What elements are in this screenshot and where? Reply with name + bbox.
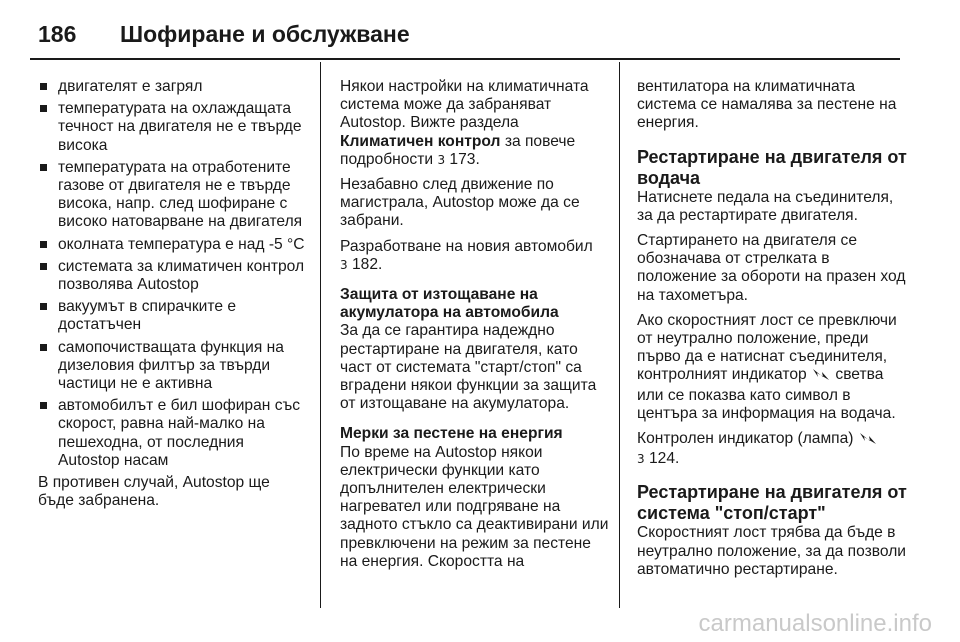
paragraph: Незабавно след движение по магистрала, Autostop може да се забрани. <box>340 176 580 230</box>
column-divider-2 <box>619 62 620 608</box>
list-item: самопочистващата функция на дизеловия филтър за твърди частици не е активна <box>38 339 308 394</box>
text: Някои настройки на климатичната система може да забраняват Autostop. Вижте раздела <box>340 78 589 132</box>
section-heading: Рестартиране на двигателя от водача <box>637 146 907 188</box>
paragraph: Стартирането на двигателя се обозначава от стрелката в положение за обороти на празен ход на тахометъра. <box>637 232 906 304</box>
paragraph <box>340 78 610 169</box>
list-item: автомобилът е бил шофиран със скорост, равна най-малко на пешеходна, от последния Autostop насам <box>38 397 308 470</box>
list-item: околната температура е над -5 °C <box>38 236 308 254</box>
paragraph: В противен случай, Autostop ще бъде забранена. <box>38 474 270 510</box>
page-ref-icon: 3 <box>437 152 446 167</box>
column-3 <box>637 78 909 586</box>
autostop-indicator-icon <box>858 431 878 450</box>
text: Разработване на новия автомобил <box>340 237 593 255</box>
page-number: 186 <box>38 20 77 47</box>
paragraph: Скоростният лост трябва да бъде в неутрално положение, за да позволи автоматично рестартиране. <box>637 524 907 578</box>
paragraph <box>637 430 909 468</box>
page-title: Шофиране и обслужване <box>120 20 410 47</box>
autostop-indicator-icon <box>811 367 831 386</box>
paragraph <box>637 312 909 423</box>
text: Ако скоростният лост се превключи от неутрално положение, преди първо да е натиснат съединителя, контролният индикатор <box>637 311 897 384</box>
text: за повече подробности <box>340 132 576 168</box>
page-ref-icon: 3 <box>340 257 348 272</box>
paragraph <box>340 238 610 274</box>
list-item: вакуумът в спирачките е достатъчен <box>38 298 308 334</box>
page-ref-icon: 3 <box>637 452 645 467</box>
header-rule <box>30 58 900 60</box>
link-climate-control[interactable]: Климатичен контрол <box>340 132 501 150</box>
paragraph: За да се гарантира надеждно рестартиране на двигателя, като част от системата "старт/стоп" са вградени някои функции за защита от изтощаване на акумулатора. <box>340 322 597 413</box>
text: Контролен индикатор (лампа) <box>637 430 854 448</box>
text: светва или се показва като символ в центъра за информация на водача. <box>637 366 896 422</box>
list-item: температурата на охлаждащата течност на двигателя не е твърде висока <box>38 100 308 155</box>
list-item: двигателят е загрял <box>38 78 308 96</box>
condition-list <box>38 78 308 470</box>
column-2 <box>340 78 610 578</box>
section-heading: Мерки за пестене на енергия <box>340 425 563 443</box>
paragraph: Натиснете педала на съединителя, за да рестартирате двигателя. <box>637 188 894 224</box>
page-ref[interactable]: 182. <box>351 255 383 273</box>
list-item: температурата на отработените газове от двигателя не е твърде висока, напр. след шофиране с високо натоварване на двигателя <box>38 159 308 232</box>
page-ref[interactable]: 124. <box>648 450 680 468</box>
section-heading: Рестартиране на двигателя от система "стоп/старт" <box>637 482 907 524</box>
paragraph: вентилатора на климатичната система се намалява за пестене на енергия. <box>637 78 897 132</box>
column-divider-1 <box>320 62 321 608</box>
list-item: системата за климатичен контрол позволява Autostop <box>38 258 308 294</box>
column-1 <box>38 78 308 517</box>
section-heading: Защита от изтощаване на акумулатора на автомобила <box>340 286 559 322</box>
page-ref[interactable]: 173. <box>449 150 480 168</box>
paragraph: По време на Autostop някои електрически функции като допълнителен електрически нагревател или подгряване на задното стъкло са деактивирани или превключени на режим за пестене на енергия. Скоростта на <box>340 443 609 570</box>
page-header <box>38 14 410 54</box>
watermark: carmanualsonline.info <box>698 610 932 637</box>
